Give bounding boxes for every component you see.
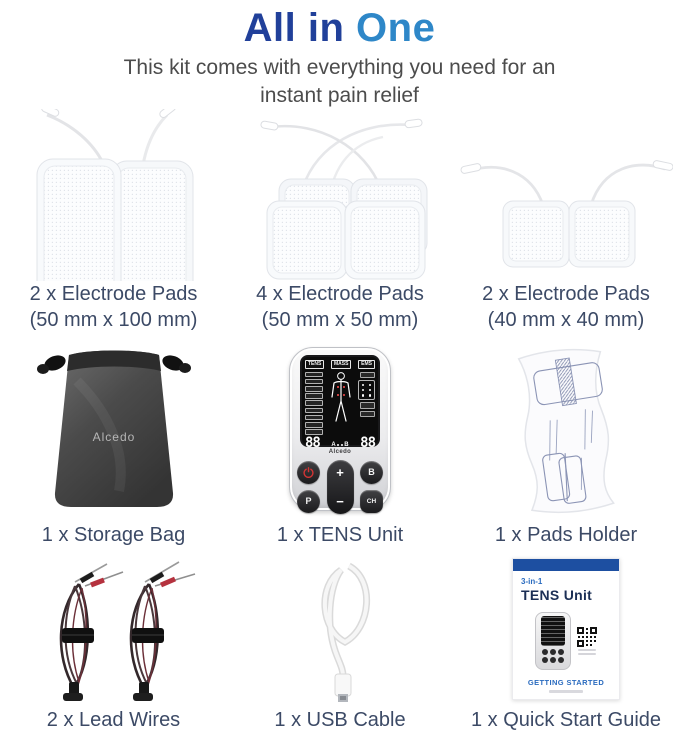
guide-booklet [512, 558, 620, 700]
kit-item-pads-holder [453, 336, 679, 551]
mode-ems: EMS [358, 360, 375, 369]
pad-wire-connector [260, 120, 278, 130]
electrode-pad-front [267, 201, 425, 279]
screen-main-area [305, 371, 375, 435]
pad-wire-connector [405, 118, 423, 127]
guide-footer-text: GETTING STARTED [527, 677, 605, 687]
display-right-value: 88 [360, 434, 375, 451]
screen-right-indicators [358, 371, 375, 435]
title-part-dark: All in [243, 6, 345, 50]
item-label-line1: 1 x Pads Holder [494, 523, 638, 546]
pad-wire [47, 115, 103, 163]
guide-model-line [549, 690, 583, 693]
item-label [495, 522, 637, 551]
kit-item-lead-wires [0, 551, 227, 736]
electrode-pads-medium-graphic [233, 109, 447, 281]
guide-top-bar [513, 559, 619, 571]
mode-mass: MASS [331, 360, 351, 369]
item-label-line2: (40 mm x 40 mm) [487, 308, 645, 331]
tens-device-screen [300, 355, 380, 451]
plus-button-label: + [336, 464, 344, 480]
guide-device-picture [535, 612, 571, 670]
header [0, 0, 679, 111]
p-button-label: P [305, 496, 312, 507]
guide-tagline: 3-in-1 [521, 576, 543, 586]
electrode-pad [503, 201, 635, 267]
intensity-rocker [327, 460, 354, 514]
pad-wire [469, 167, 543, 205]
item-label [277, 522, 403, 551]
screen-display-row [305, 436, 375, 450]
storage-bag-image [0, 336, 227, 522]
drawstring-toggle-left [37, 352, 68, 373]
subtitle-line-2: instant pain relief [260, 84, 419, 108]
item-label [47, 707, 180, 736]
item-label-line1: 1 x Storage Bag [41, 523, 186, 546]
item-label-line1: 4 x Electrode Pads [256, 282, 424, 305]
lead-wire [61, 562, 195, 701]
electrode-pad-front [37, 159, 121, 281]
screen-mode-row [305, 360, 375, 369]
pads-holder-graphic [459, 341, 673, 517]
guide-cover [513, 571, 619, 699]
mode-tens: TENS [305, 360, 324, 369]
power-button-icon [297, 461, 320, 484]
storage-bag-graphic [7, 341, 221, 517]
electrode-pads-medium-image [227, 109, 453, 281]
pad-wire-connector [460, 163, 481, 174]
item-label-line1: 1 x TENS Unit [276, 523, 404, 546]
tens-device-buttons [296, 460, 384, 514]
kit-grid [0, 111, 679, 736]
electrode-pads-large-image [0, 109, 227, 281]
electrode-pad-back [111, 161, 193, 281]
subtitle-line-1: This kit comes with everything you need for an [123, 56, 556, 79]
item-label-line1: 2 x Lead Wires [46, 708, 181, 731]
b-button-label: B [368, 467, 375, 478]
usb-cable-graphic [233, 556, 447, 702]
kit-item-storage-bag [0, 336, 227, 551]
pad-wire-connector [158, 109, 176, 119]
kit-item-electrode-pads-50x50 [227, 111, 453, 336]
kit-item-electrode-pads-40x40 [453, 111, 679, 336]
screen-mode-list [305, 371, 323, 435]
channel-button-label: CH [366, 497, 377, 505]
title-part-light: One [356, 6, 436, 50]
usb-cable-image [227, 551, 453, 707]
channel-b-label: B [344, 441, 349, 448]
quick-start-guide-image [453, 551, 679, 707]
body-figure-icon [329, 371, 353, 425]
page-title [0, 6, 679, 50]
item-label [274, 707, 405, 736]
guide-middle [521, 606, 611, 676]
pad-wire [143, 115, 167, 165]
electrode-pads-large-graphic [7, 109, 221, 281]
item-label [30, 281, 198, 336]
channel-a-label: A [331, 441, 336, 448]
b-button [360, 461, 383, 484]
display-left-value: 88 [305, 434, 320, 451]
storage-bag-brand: Alcedo [92, 429, 135, 444]
usb-cable-cord [325, 566, 367, 676]
item-label [482, 281, 650, 336]
item-label-line1: 2 x Electrode Pads [29, 282, 198, 305]
drawstring-toggle-right [160, 352, 191, 373]
item-label-line2: (50 mm x 50 mm) [261, 308, 419, 331]
kit-item-tens-unit [227, 336, 453, 551]
item-label-line1: 2 x Electrode Pads [482, 282, 650, 305]
tens-unit-image [227, 336, 453, 522]
pad-wire-connector [653, 160, 673, 171]
kit-item-quick-start-guide [453, 551, 679, 736]
electrode-pads-small-image [453, 109, 679, 281]
kit-item-usb-cable [227, 551, 453, 736]
pad-wire [591, 165, 665, 205]
tens-device-brand: Alcedo [328, 448, 352, 455]
minus-button-label: − [336, 493, 344, 509]
pads-holder-image [453, 336, 679, 522]
intensity-dots [358, 380, 375, 400]
kit-item-electrode-pads-50x100 [0, 111, 227, 336]
guide-qr-block [577, 627, 597, 655]
lead-wires-graphic [7, 556, 221, 702]
guide-title: TENS Unit [521, 586, 593, 603]
pad-wire [303, 124, 411, 186]
electrode-pads-small-graphic [459, 109, 673, 281]
p-button [297, 490, 320, 513]
usb-connector [335, 674, 351, 702]
tens-device [289, 347, 391, 511]
channel-button [360, 490, 383, 513]
item-label-line1: 1 x Quick Start Guide [470, 708, 662, 731]
item-label-line2: (50 mm x 100 mm) [29, 308, 198, 331]
item-label-line1: 1 x USB Cable [274, 708, 406, 731]
lead-wires-image [0, 551, 227, 707]
item-label [471, 707, 661, 736]
qr-code-icon [577, 627, 597, 647]
item-label [42, 522, 185, 551]
item-label [256, 281, 424, 336]
page-subtitle [0, 54, 679, 111]
